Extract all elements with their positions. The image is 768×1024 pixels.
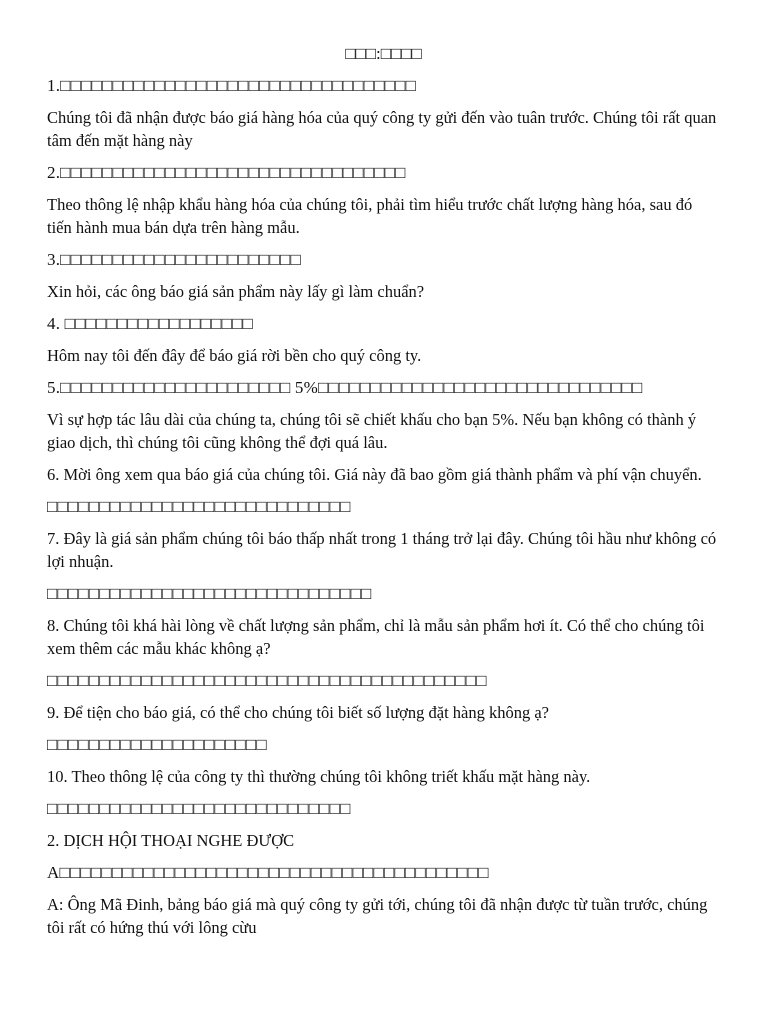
text-line-14: □□□□□□□□□□□□□□□□□□□□□□□□□□□□□□□ bbox=[47, 584, 372, 603]
text-line-5: 3.□□□□□□□□□□□□□□□□□□□□□□□ bbox=[47, 250, 301, 269]
text-line-2: Chúng tôi đã nhận được báo giá hàng hóa của quý công ty gửi đến vào tuân trước. Chúng tôi rất quan tâm đến mặt hàng này bbox=[47, 108, 717, 150]
text-line-9: 5.□□□□□□□□□□□□□□□□□□□□□□ 5%□□□□□□□□□□□□□□□□□□□□□□□□□□□□□□□ bbox=[47, 378, 643, 397]
text-line-10: Vì sự hợp tác lâu dài của chúng ta, chúng tôi sẽ chiết khấu cho bạn 5%. Nếu bạn không có thành ý giao dịch, thì chúng tôi cũng không thể đợi quá lâu. bbox=[47, 410, 697, 452]
text-line-4: Theo thông lệ nhập khẩu hàng hóa của chúng tôi, phải tìm hiểu trước chất lượng hàng hóa, sau đó tiến hành mua bán dựa trên hàng mẫu. bbox=[47, 195, 693, 237]
text-line-8: Hôm nay tôi đến đây để báo giá rời bền cho quý công ty. bbox=[47, 346, 422, 365]
text-line-23: A: Ông Mã Đinh, bảng báo giá mà quý công ty gửi tới, chúng tôi đã nhận được từ tuần trước, chúng tôi rất có hứng thú với lông cừu bbox=[47, 895, 708, 937]
text-line-13: 7. Đây là giá sản phẩm chúng tôi báo thấp nhất trong 1 tháng trở lại đây. Chúng tôi hầu như không có lợi nhuận. bbox=[47, 529, 717, 571]
text-line-12: □□□□□□□□□□□□□□□□□□□□□□□□□□□□□ bbox=[47, 497, 351, 516]
text-line-19: 10. Theo thông lệ của công ty thì thường chúng tôi không triết khấu mặt hàng này. bbox=[47, 767, 591, 786]
text-line-17: 9. Để tiện cho báo giá, có thể cho chúng tôi biết số lượng đặt hàng không ạ? bbox=[47, 703, 550, 722]
text-line-1: 1.□□□□□□□□□□□□□□□□□□□□□□□□□□□□□□□□□□ bbox=[47, 76, 417, 95]
section-heading: 2. DỊCH HỘI THOẠI NGHE ĐƯỢC bbox=[47, 831, 295, 850]
text-line-18: □□□□□□□□□□□□□□□□□□□□□ bbox=[47, 735, 267, 754]
text-line-22: A□□□□□□□□□□□□□□□□□□□□□□□□□□□□□□□□□□□□□□□□□ bbox=[47, 863, 489, 882]
text-line-15: 8. Chúng tôi khá hài lòng về chất lượng sản phẩm, chỉ là mẫu sản phẩm hơi ít. Có thể cho chúng tôi xem thêm các mẫu khác không ạ? bbox=[47, 616, 705, 658]
text-line-11: 6. Mời ông xem qua báo giá của chúng tôi. Giá này đã bao gồm giá thành phẩm và phí vận chuyển. bbox=[47, 465, 702, 484]
text-line-20: □□□□□□□□□□□□□□□□□□□□□□□□□□□□□ bbox=[47, 799, 351, 818]
document-title: □□□:□□□□ bbox=[345, 44, 422, 63]
text-line-3: 2.□□□□□□□□□□□□□□□□□□□□□□□□□□□□□□□□□ bbox=[47, 163, 406, 182]
text-line-16: □□□□□□□□□□□□□□□□□□□□□□□□□□□□□□□□□□□□□□□□□□ bbox=[47, 671, 487, 690]
text-line-7: 4. □□□□□□□□□□□□□□□□□□ bbox=[47, 314, 254, 333]
text-line-6: Xin hỏi, các ông báo giá sản phẩm này lấy gì làm chuẩn? bbox=[47, 282, 425, 301]
